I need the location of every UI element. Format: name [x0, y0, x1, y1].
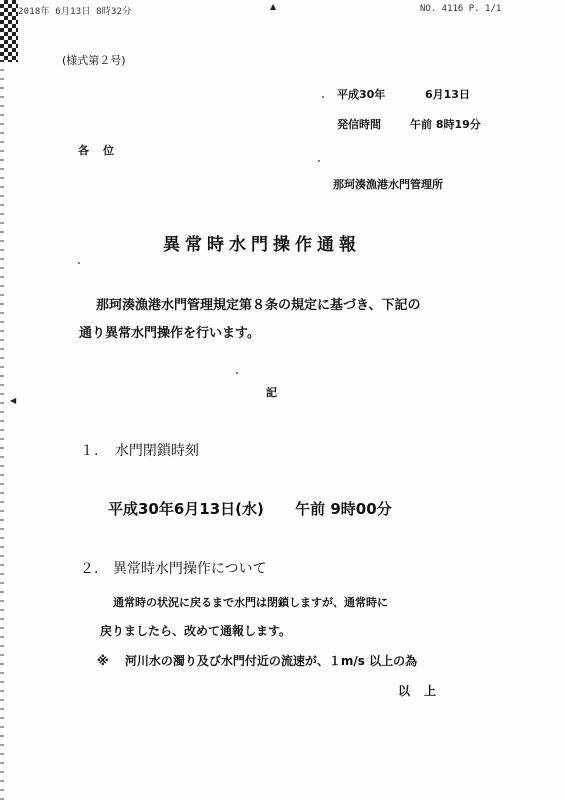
section-2-number: ２. — [80, 561, 99, 577]
fax-timestamp: 2018年 6月13日 8時32分 — [18, 7, 132, 17]
scan-marker-left-icon: ◀ — [10, 396, 17, 405]
section-2-note — [97, 652, 417, 669]
sender-organization: 那珂湊漁港水門管理所 — [333, 178, 443, 191]
scan-speck — [236, 372, 238, 374]
section-2-heading — [80, 558, 267, 578]
gate-close-date: 平成30年6月13日(水) — [108, 500, 264, 518]
note-text: 河川水の濁り及び水門付近の流速が、１m/s 以上の為 — [124, 654, 418, 668]
fax-registration-pattern — [0, 0, 18, 62]
body-line-1: 那珂湊漁港水門管理規定第８条の規定に基づき、下記の — [96, 298, 421, 313]
section-1-heading — [80, 440, 199, 460]
fax-page-number: NO. 4116 P. 1/1 — [420, 4, 502, 14]
scan-edge-marks — [0, 60, 4, 800]
note-mark: ※ — [97, 654, 109, 668]
sent-time-label: 発信時間 — [337, 118, 381, 131]
section-2-title: 異常時水門操作について — [112, 561, 267, 577]
scan-marker-top-icon: ▲ — [270, 2, 277, 11]
gate-close-time: 午前 9時00分 — [295, 500, 392, 518]
ki-marker: 記 — [266, 386, 277, 399]
gate-close-datetime — [108, 498, 392, 519]
section-2-line-1: 通常時の状況に戻るまで水門は閉鎖しますが、通常時に — [113, 596, 388, 609]
scan-speck — [78, 262, 80, 264]
addressee: 各位 — [78, 144, 128, 157]
scan-speck — [318, 160, 320, 162]
issue-date-day: 6月13日 — [425, 88, 470, 101]
issue-date-year: 平成30年 — [337, 88, 386, 101]
sent-time-value: 午前 8時19分 — [410, 118, 481, 131]
section-2-line-2: 戻りましたら、改めて通報します。 — [100, 624, 292, 638]
form-number: (様式第２号) — [62, 54, 126, 67]
scan-speck — [322, 96, 324, 98]
section-1-number: １. — [80, 443, 99, 459]
closing-ijo: 以上 — [398, 684, 451, 698]
body-line-2: 通り異常水門操作を行います。 — [79, 326, 260, 341]
section-1-title: 水門閉鎖時刻 — [114, 443, 199, 459]
document-title: 異常時水門操作通報 — [163, 235, 361, 255]
